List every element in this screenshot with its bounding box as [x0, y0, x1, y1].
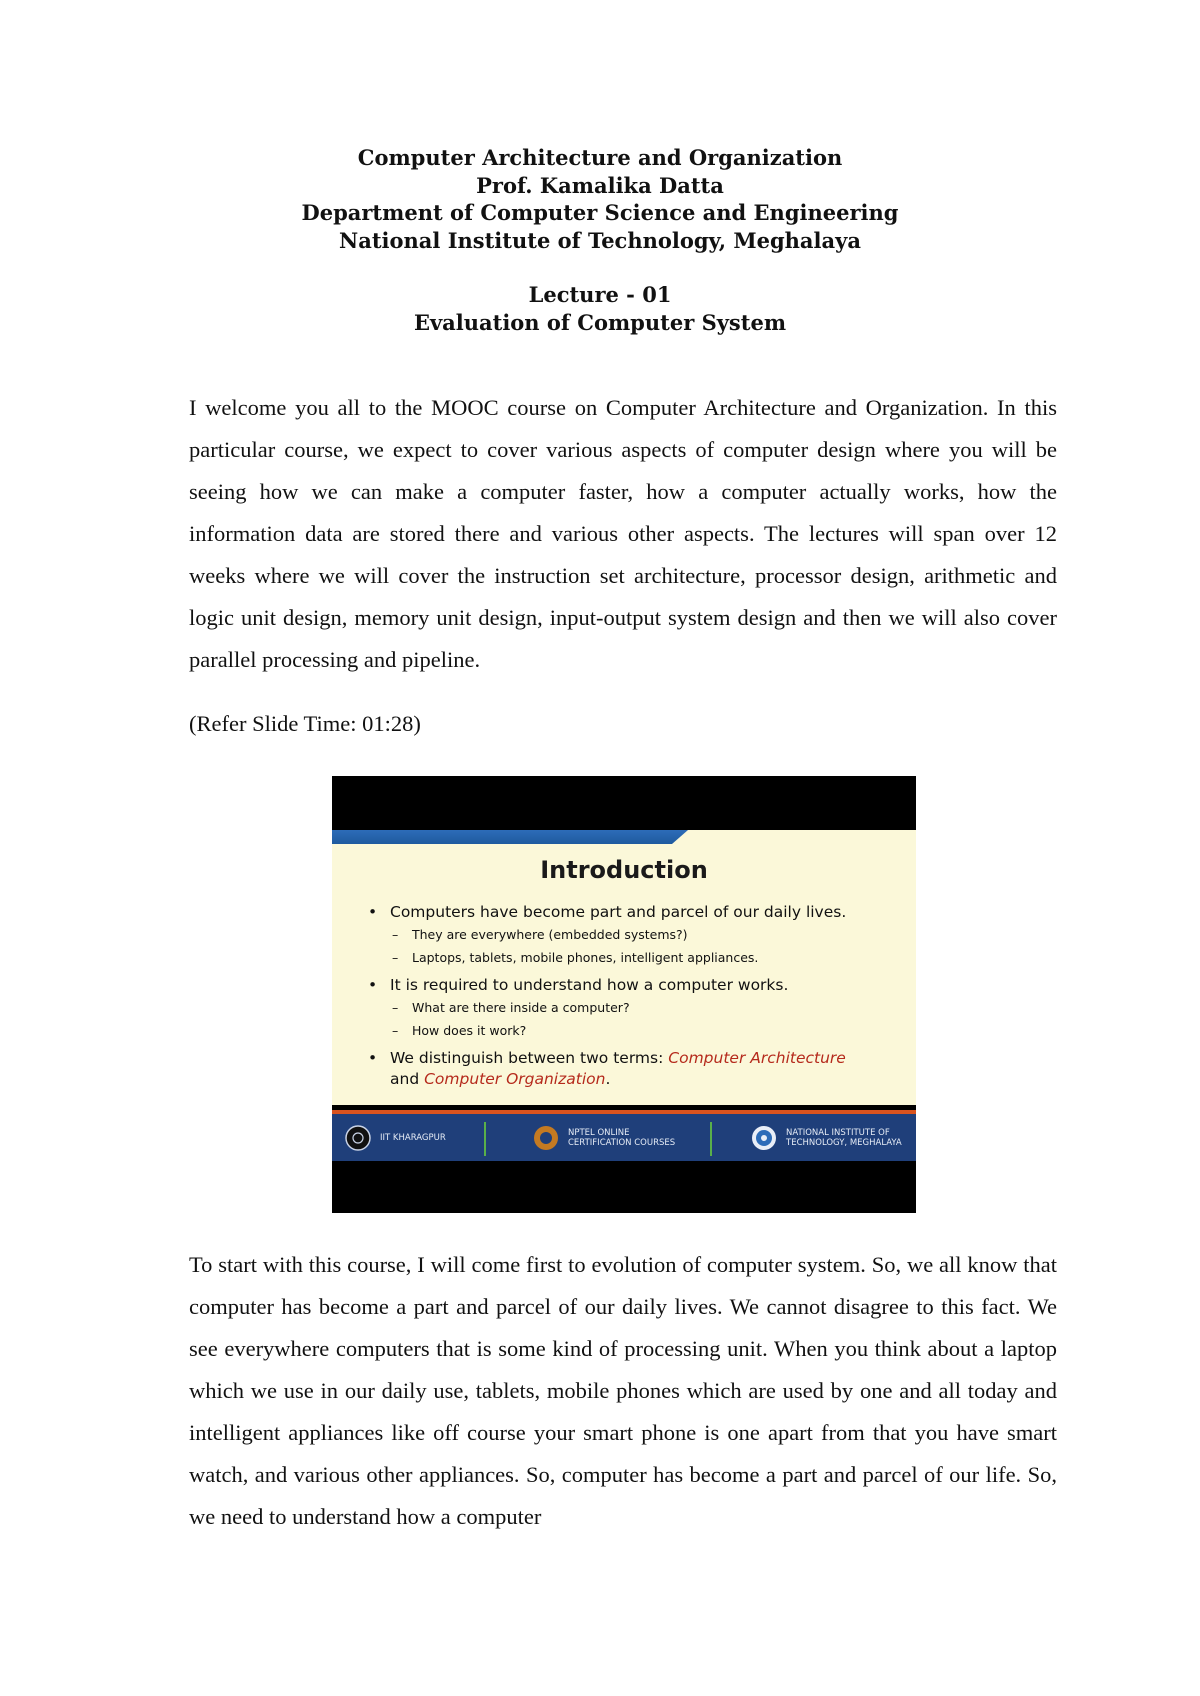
slide-bullet: • It is required to understand how a computer works. — [368, 975, 908, 996]
footer-divider — [484, 1122, 486, 1156]
footer-nit-meghalaya: NATIONAL INSTITUTE OF TECHNOLOGY, MEGHALAYA — [750, 1114, 916, 1161]
institute-name: National Institute of Technology, Meghalaya — [339, 227, 861, 253]
slide-title: Introduction — [540, 856, 708, 884]
nit-meghalaya-logo-icon — [750, 1124, 778, 1152]
footer-divider — [710, 1122, 712, 1156]
slide-bullet-list — [368, 902, 908, 1090]
lecture-number: Lecture - 01 — [528, 282, 672, 307]
iit-kharagpur-logo-icon — [344, 1124, 372, 1152]
course-title: Computer Architecture and Organization — [357, 145, 843, 170]
department-name: Department of Computer Science and Engineering — [301, 200, 899, 225]
slide-bullet: • Computers have become part and parcel of our daily lives. — [368, 902, 908, 923]
intro-paragraph: I welcome you all to the MOOC course on Computer Architecture and Organization. In this particular course, we expect to cover various aspects of computer design where you will be seeing how we can make a computer faster, how a computer actually works, how the information data are stored there and various other aspects. The lectures will span over 12 weeks where we will cover the instruction set architecture, processor design, arithmetic and logic unit design, memory unit design, input-output system design and then we will also cover parallel processing and pipeline. — [189, 395, 1057, 672]
refer-slide-time: (Refer Slide Time: 01:28) — [189, 711, 421, 736]
lecture-slide-image — [332, 776, 916, 1213]
slide-sub-bullet: – Laptops, tablets, mobile phones, intelligent appliances. — [368, 946, 908, 969]
document-header — [0, 144, 1200, 336]
footer-iit-kharagpur: IIT KHARAGPUR — [344, 1114, 504, 1161]
slide-bullet: • We distinguish between two terms: Computer Architecture and Computer Organization. — [368, 1048, 908, 1090]
nptel-logo-icon — [532, 1124, 560, 1152]
professor-name: Prof. Kamalika Datta — [476, 172, 724, 198]
evolution-paragraph: To start with this course, I will come first to evolution of computer system. So, we all know that computer has become a part and parcel of our daily lives. We cannot disagree to this fact. We see everywhere computers that is some kind of processing unit. When you think about a laptop which we use in our daily use, tablets, mobile phones which are used by one and all today and intelligent appliances like off course your smart phone is one apart from that you have smart watch, and various other appliances. So, computer has become a part and parcel of our life. So, we need to understand how a computer — [189, 1252, 1057, 1529]
term-architecture: Computer Architecture — [668, 1049, 846, 1067]
slide-sub-bullet: – They are everywhere (embedded systems?) — [368, 923, 908, 946]
slide-footer — [332, 1110, 916, 1161]
slide-sub-bullet: – What are there inside a computer? — [368, 996, 908, 1019]
term-organization: Computer Organization — [424, 1070, 606, 1088]
footer-nptel: NPTEL ONLINE CERTIFICATION COURSES — [532, 1114, 702, 1161]
lecture-title: Evaluation of Computer System — [413, 309, 787, 335]
slide-sub-bullet: – How does it work? — [368, 1019, 908, 1042]
